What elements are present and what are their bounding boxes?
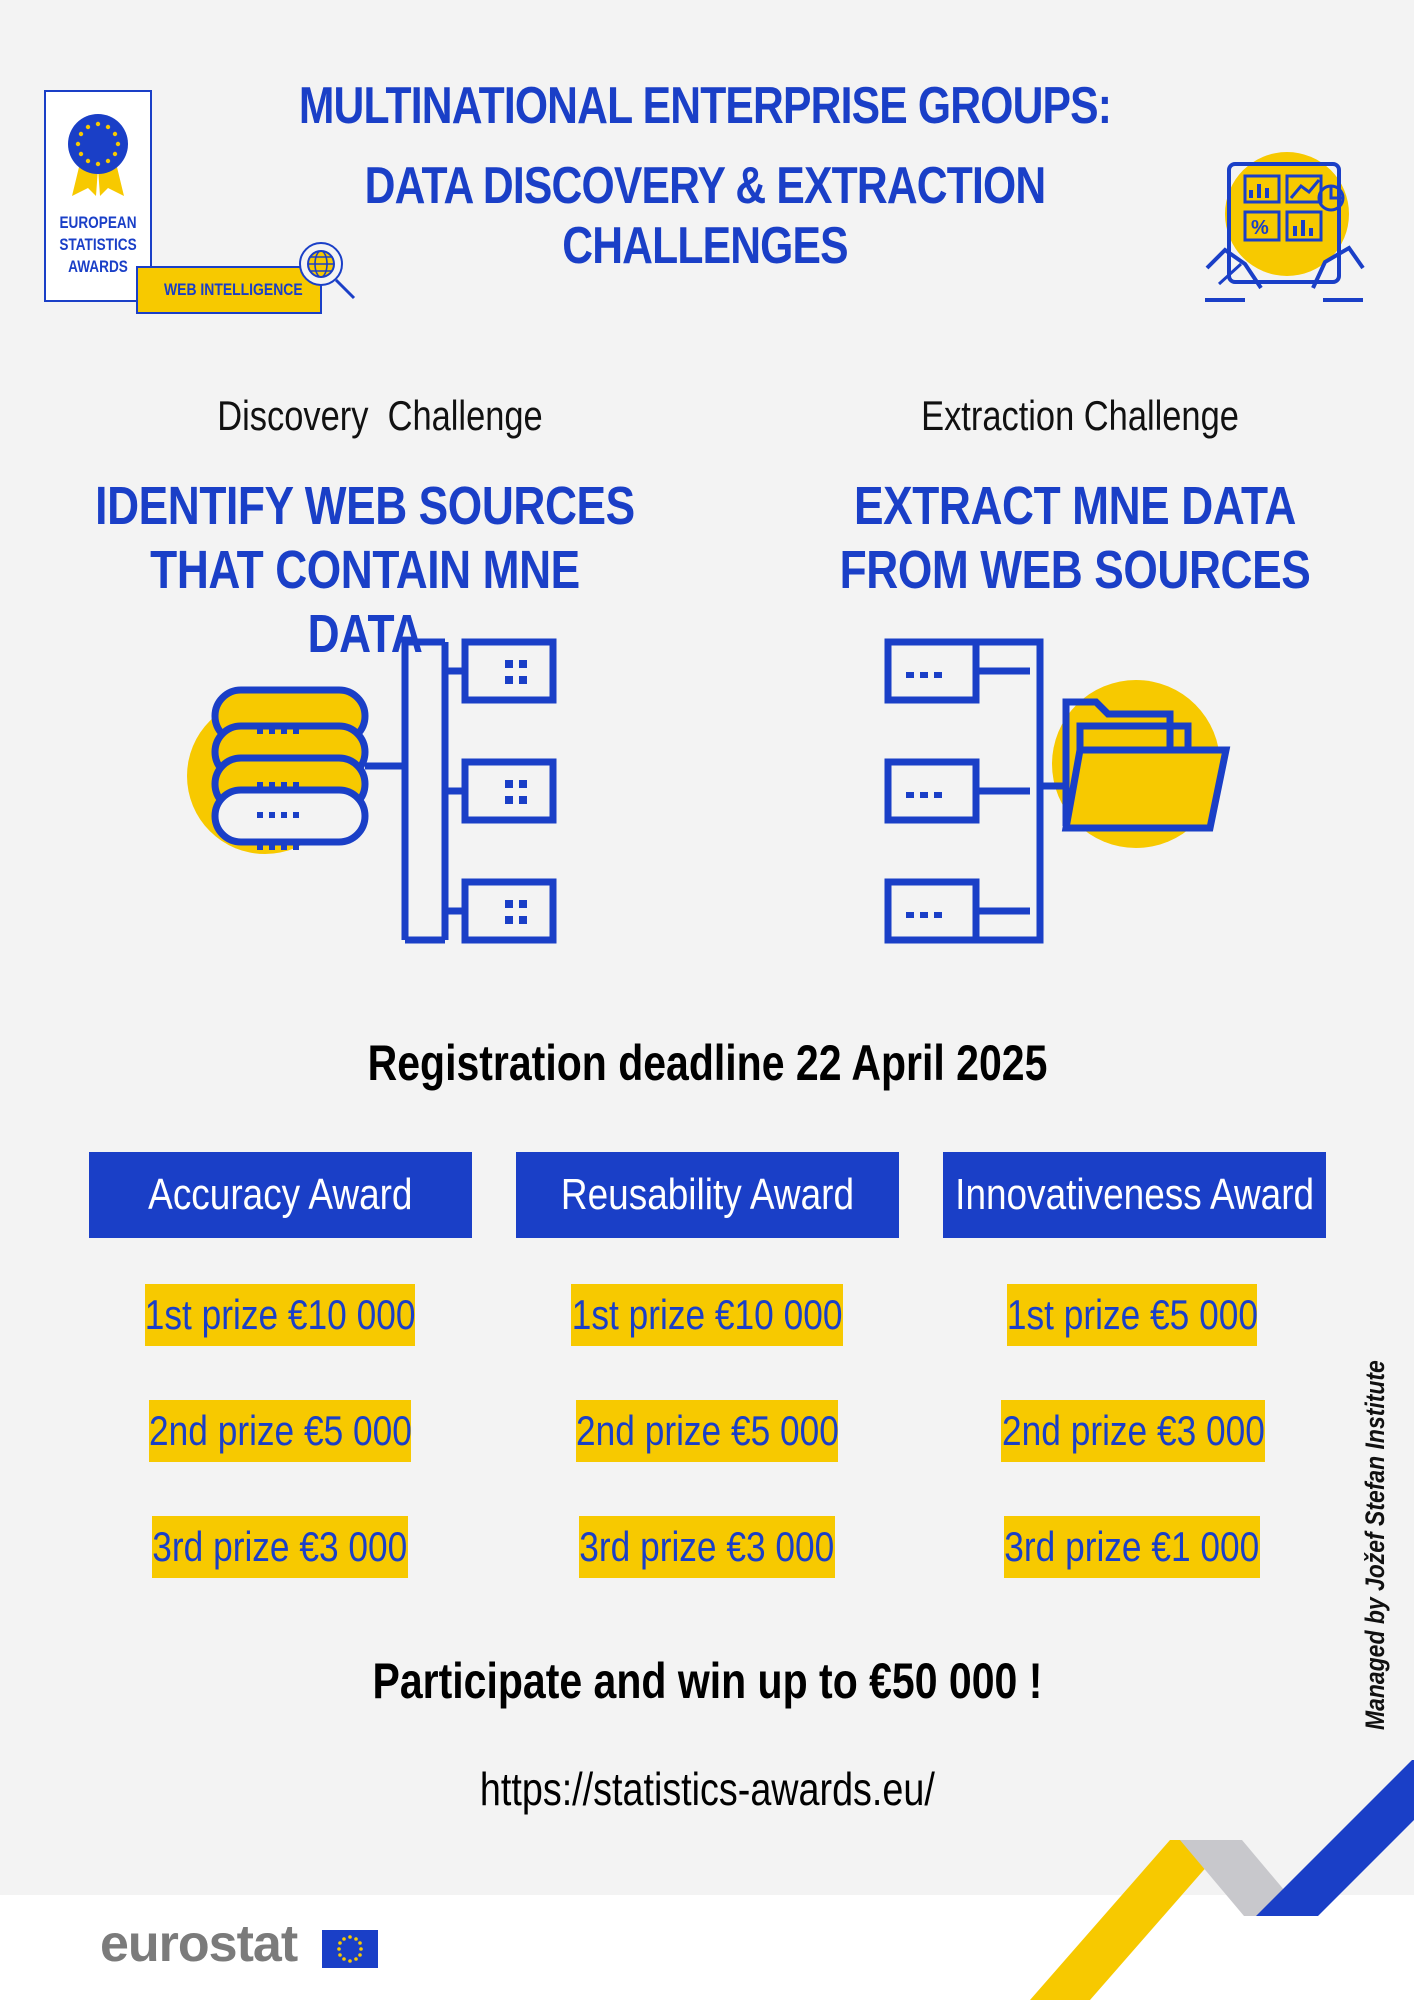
extraction-headline: EXTRACT MNE DATA FROM WEB SOURCES [839,476,1311,600]
prize-accuracy-2nd: 2nd prize €5 000 [149,1400,411,1462]
award-reusability: Reusability Award [516,1152,899,1238]
page-title-line-1: MULTINATIONAL ENTERPRISE GROUPS: [298,77,1112,135]
prize-reusability-3rd: 3rd prize €3 000 [579,1516,835,1578]
award-innovativeness: Innovativeness Award [943,1152,1326,1238]
prize-innovativeness-2nd: 2nd prize €3 000 [1001,1400,1265,1462]
eu-medal-icon [58,108,138,198]
registration-deadline: Registration deadline 22 April 2025 [367,1035,1047,1091]
page-title-line-2: DATA DISCOVERY & EXTRACTION CHALLENGES [364,157,1046,275]
eurostat-logo: eurostat [100,1915,298,1973]
participate-cta: Participate and win up to €50 000 ! [372,1653,1042,1709]
managed-by-note: Managed by Jožef Stefan Institute [1360,1360,1390,1730]
prize-innovativeness-3rd: 3rd prize €1 000 [1004,1516,1260,1578]
prize-reusability-2nd: 2nd prize €5 000 [576,1400,838,1462]
prize-accuracy-3rd: 3rd prize €3 000 [152,1516,408,1578]
extraction-challenge-label: Extraction Challenge [921,392,1239,439]
award-name: EUROPEAN STATISTICS AWARDS [59,213,137,276]
prize-reusability-1st: 1st prize €10 000 [571,1284,843,1346]
web-intelligence-badge: WEB INTELLIGENCE [136,266,322,314]
eu-flag-icon [322,1930,378,1968]
svg-text:%: % [1251,217,1269,239]
decorative-ribbon [1030,1760,1414,2000]
discovery-headline: IDENTIFY WEB SOURCES THAT CONTAIN MNE DATA [95,476,635,664]
award-accuracy: Accuracy Award [89,1152,472,1238]
folder-network-icon [880,630,1270,950]
dashboard-tablet-icon [1205,138,1365,318]
discovery-challenge-label: Discovery Challenge [217,392,543,439]
database-network-icon [165,630,575,950]
prize-innovativeness-1st: 1st prize €5 000 [1007,1284,1257,1346]
prize-accuracy-1st: 1st prize €10 000 [145,1284,415,1346]
website-link[interactable]: https://statistics-awards.eu/ [479,1763,935,1815]
